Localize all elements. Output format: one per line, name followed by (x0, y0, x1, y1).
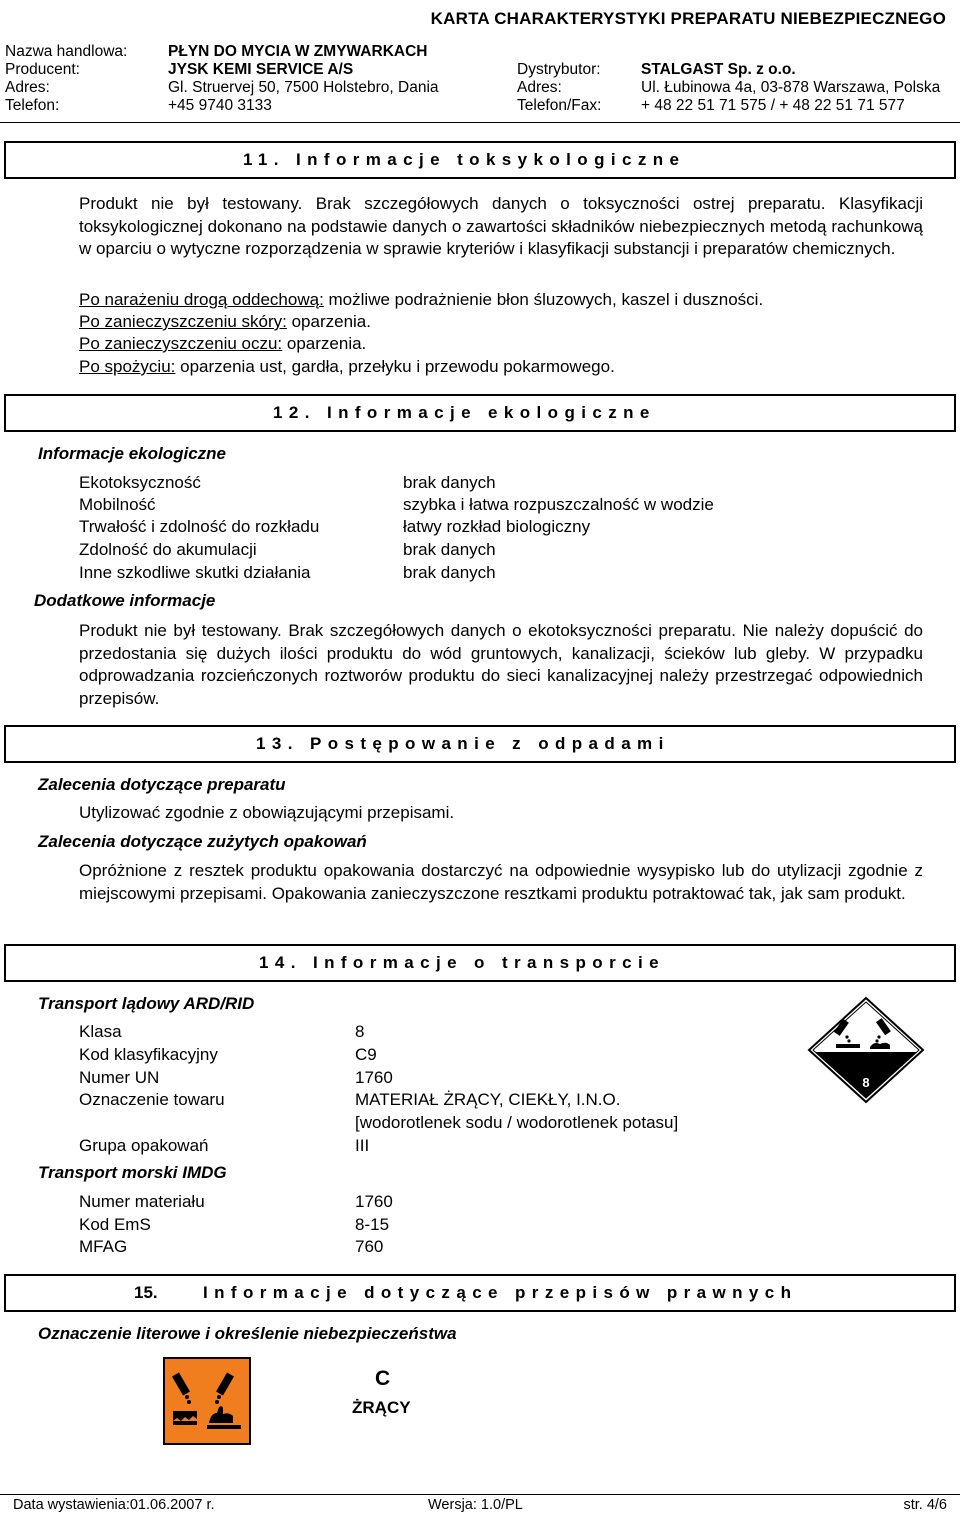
dist-phone-label: Telefon/Fax: (517, 97, 602, 114)
inhalation-text: możliwe podrażnienie błon śluzowych, kaszel i duszności. (323, 290, 764, 309)
transport-row-label: Klasa (79, 1022, 122, 1041)
transport-row-value: MATERIAŁ ŻRĄCY, CIEKŁY, I.N.O. (355, 1090, 621, 1109)
issue-date: Data wystawienia:01.06.2007 r. (13, 1497, 215, 1513)
preparation-recommendation-text: Utylizować zgodnie z obowiązującymi przepisami. (79, 803, 455, 822)
section-12-title: 12. Informacje ekologiczne (273, 403, 656, 422)
toxicology-paragraph: Produkt nie był testowany. Brak szczegółowych danych o toksyczności ostrej preparatu. Klasyfikacji toksykologicznej dokonano na podstawie danych o zawartości składników niebezpiecznych metodą rachunkową w oparciu o wytyczne rozporządzenia w sprawie kryteriów i klasyfikacji substancji i preparatów chemicznych. (79, 194, 923, 258)
ingestion-label: Po spożyciu: (79, 357, 176, 376)
packaging-recommendations-subheading: Zalecenia dotyczące zużytych opakowań (38, 832, 367, 851)
dist-address-label: Adres: (517, 79, 562, 96)
transport-row-value: 760 (355, 1237, 384, 1256)
transport-row-label: Numer UN (79, 1068, 160, 1087)
goods-designation-extra: [wodorotlenek sodu / wodorotlenek potasu] (355, 1113, 679, 1132)
distributor-phone: + 48 22 51 71 575 / + 48 22 51 71 577 (641, 97, 905, 114)
eco-info-subheading: Informacje ekologiczne (38, 444, 226, 463)
transport-row-label: Kod EmS (79, 1215, 151, 1234)
ingestion-text: oparzenia ust, gardła, przełyku i przewodu pokarmowego. (175, 357, 615, 376)
eco-row-label: Zdolność do akumulacji (79, 540, 257, 559)
distributor-address: Ul. Łubinowa 4a, 03-878 Warszawa, Polska (641, 79, 941, 96)
page-number: str. 4/6 (903, 1497, 947, 1513)
additional-info-paragraph: Produkt nie był testowany. Brak szczegółowych danych o ekotoksyczności preparatu. Nie należy dopuścić do przedostania się dużych ilości produktu do wód gruntowych, kanalizacji, ścieków lub gleby. W przypadku odprowadzania rozcieńczonych roztworów produktu do sieci kanalizacyjnej należy przestrzegać odpowiednich przepisów. (79, 621, 923, 708)
section-14-title: 14. Informacje o transporcie (259, 953, 665, 972)
hazard-letter: C (375, 1367, 391, 1390)
inhalation-label: Po narażeniu drogą oddechową: (79, 290, 324, 309)
hazard-name: ŻRĄCY (352, 1398, 411, 1417)
trade-name-label: Nazwa handlowa: (5, 43, 128, 60)
address-label: Adres: (5, 79, 50, 96)
transport-row-value: 8 (355, 1022, 365, 1041)
eco-row-value: łatwy rozkład biologiczny (403, 517, 591, 536)
section-11-title: 11. Informacje toksykologiczne (243, 150, 686, 169)
section-15-number: 15. (134, 1283, 158, 1302)
eco-row-label: Trwałość i zdolność do rozkładu (79, 517, 320, 536)
eco-row-value: brak danych (403, 540, 496, 559)
packaging-paragraph: Opróżnione z resztek produktu opakowania dostarczyć na odpowiednie wysypisko lub do utylizacji zgodnie z miejscowymi przepisami. Opakowania zanieczyszczone resztkami produktu potraktować tak, jak sam produkt. (79, 861, 923, 903)
land-transport-subheading: Transport lądowy ARD/RID (38, 994, 255, 1013)
skin-label: Po zanieczyszczeniu skóry: (79, 312, 287, 331)
producer-address: Gl. Struervej 50, 7500 Holstebro, Dania (168, 79, 439, 96)
transport-row-label: MFAG (79, 1237, 128, 1256)
eco-row-label: Mobilność (79, 495, 156, 514)
trade-name: PŁYN DO MYCIA W ZMYWARKACH (168, 43, 428, 60)
section-15-title: Informacje dotyczące przepisów prawnych (203, 1283, 798, 1302)
header-divider (0, 122, 960, 123)
eye-label: Po zanieczyszczeniu oczu: (79, 334, 283, 353)
transport-row-label: Oznaczenie towaru (79, 1090, 225, 1109)
corrosive-hazard-icon (163, 1357, 251, 1445)
producer-name: JYSK KEMI SERVICE A/S (168, 61, 354, 78)
document-version: Wersja: 1.0/PL (428, 1497, 523, 1513)
eco-row-value: szybka i łatwa rozpuszczalność w wodzie (403, 495, 714, 514)
transport-row-value: 8-15 (355, 1215, 390, 1234)
document-title: KARTA CHARAKTERYSTYKI PREPARATU NIEBEZPIECZNEGO (430, 9, 946, 28)
eco-row-label: Inne szkodliwe skutki działania (79, 563, 311, 582)
additional-info-subheading: Dodatkowe informacje (34, 591, 216, 610)
transport-row-label: Numer materiału (79, 1192, 205, 1211)
hazard-designation-subheading: Oznaczenie literowe i określenie niebezpieczeństwa (38, 1324, 457, 1343)
producer-label: Producent: (5, 61, 80, 78)
adr-class-8-diamond-icon (806, 995, 926, 1105)
distributor-name: STALGAST Sp. z o.o. (641, 61, 796, 78)
producer-phone: +45 9740 3133 (168, 97, 272, 114)
diamond-class-number: 8 (862, 1075, 870, 1090)
eco-row-label: Ekotoksyczność (79, 473, 201, 492)
transport-row-value: 1760 (355, 1192, 393, 1211)
skin-text: oparzenia. (286, 312, 371, 331)
sea-transport-subheading: Transport morski IMDG (38, 1163, 227, 1182)
ingestion-line (79, 357, 615, 377)
preparation-recommendations-subheading: Zalecenia dotyczące preparatu (38, 775, 286, 794)
eye-line (79, 334, 366, 354)
distributor-label: Dystrybutor: (517, 61, 601, 78)
eye-text: oparzenia. (282, 334, 367, 353)
packing-group-label: Grupa opakowań (79, 1136, 209, 1155)
section-13-title: 13. Postępowanie z odpadami (256, 734, 670, 753)
inhalation-line (79, 290, 763, 310)
transport-row-value: 1760 (355, 1068, 393, 1087)
eco-row-value: brak danych (403, 563, 496, 582)
skin-line (79, 312, 371, 332)
transport-row-value: C9 (355, 1045, 377, 1064)
eco-row-value: brak danych (403, 473, 496, 492)
phone-label: Telefon: (5, 97, 60, 114)
packing-group-value: III (355, 1136, 370, 1155)
transport-row-label: Kod klasyfikacyjny (79, 1045, 218, 1064)
footer-divider (0, 1494, 960, 1495)
